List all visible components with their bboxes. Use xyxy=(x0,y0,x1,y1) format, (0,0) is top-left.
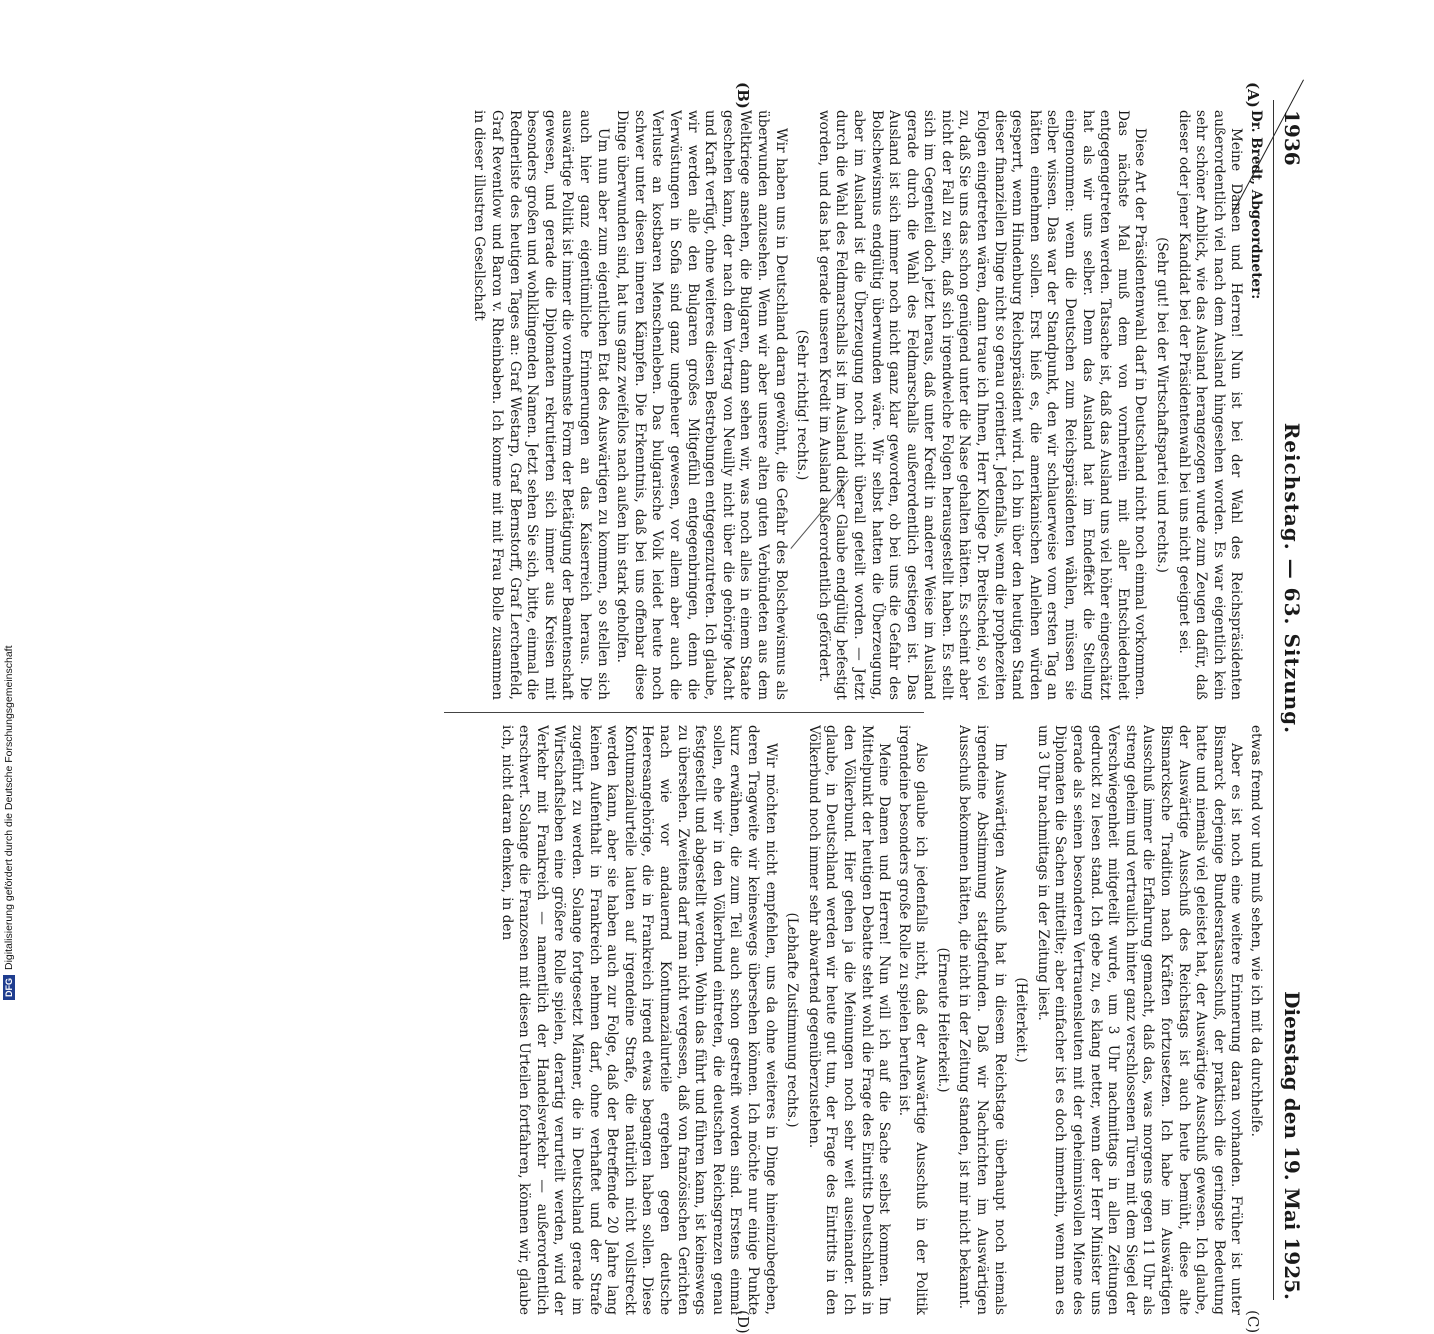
paragraph: Im Auswärtigen Ausschuß hat in diesem Reichstage überhaupt noch niemals irgendeine Abstimmung stattgefunden. Daß wir Nachrichten im Auswärtigen Ausschuß bekommen hätten, die nicht in der Zeitung standen, ist mir nicht bekannt. xyxy=(956,725,1008,1315)
margin-mark-a: (A) xyxy=(1244,82,1262,108)
right-column xyxy=(444,725,1264,1315)
interjection: (Lebhafte Zustimmung rechts.) xyxy=(784,912,801,1128)
paragraph: Wir möchten nicht empfehlen, uns da ohne weiteres in Dinge hineinzubegeben, deren Tragweite wir keineswegs übersehen können. Ich möchte nur einige Punkte kurz erwähnen, die zum Teil auch schon gestreift worden sind. Erstens einmal sollen, ehe wir in den Völkerbund eintreten, die deutschen Reichsgrenzen genau festgestellt und abgestellt werden. Wohin das führt und führen kann, ist keineswegs zu übersehen. Zweitens darf man nicht vergessen, daß von französischen Gerichten nach wie vor andauernd Kontumazialurteile ergehen gegen deutsche Heeresangehörige, die in Frankreich irgend etwas begangen haben sollen. Diese Kontumazialurteile lauten auf irgendeine Strafe, die natürlich nicht vollstreckt werden kann, aber sie haben auch zur Folge, daß der Betreffende 20 Jahre lang keinen Aufenthalt in Frankreich nehmen darf, ohne verhaftet und der Strafe zugeführt zu werden. Solange fortgesetzt Männer, die in Deutschland gerade im Wirtschaftsleben eine größere Rolle spielen, derartig verurteilt werden, wird der Verkehr mit Frankreich — namentlich der Handelsverkehr — außerordentlich erschwert. Solange die Franzosen mit diesen Urteilen fortfahren, können wir, glaube ich, nicht daran denken, in den xyxy=(498,725,779,1315)
column-divider xyxy=(444,712,924,713)
paragraph: Meine Damen und Herren! Nun ist bei der Wahl des Reichspräsidenten außerordentlich viel nach dem Ausland hingesehen worden. Es war eigentlich kein sehr schöner Anblick, wie das Ausland herangezogen wurde zum Zeugen dafür, daß dieser oder jener Kandidat bei der Präsidentenwahl bei uns nicht geeignet sei. xyxy=(1175,110,1245,700)
margin-mark-b: (B) xyxy=(734,82,752,109)
paragraph: Wir haben uns in Deutschland daran gewöhnt, die Gefahr des Bolschewismus als überwunden anzusehen. Wenn wir aber unsere alten guten Verbündeten aus dem Weltkriege ansehen, die Bulgaren, dann sehen wir, was noch alles in einem Staate geschehen kann, der nach dem Vertrag von Neuilly nicht über die gehörige Macht und Kraft verfügt, ohne weiteres diesen Bestrebungen entgegenzutreten. Ich glaube, wir werden alle den Bulgaren großes Mitgefühl entgegenbringen, denn die Verwüstungen in Sofia sind ganz ungeheuer gewesen, vor allem aber auch die Verluste an kostbaren Menschenleben. Das bulgarische Volk leidet heute noch schwer unter diesen inneren Kämpfen. Die Erkenntnis, daß bei uns offenbar diese Dinge überwunden sind, hat uns ganz zweifellos nach außen hin stark geholfen. xyxy=(614,110,789,700)
session-date: Dienstag den 19. Mai 1925. xyxy=(1280,991,1304,1300)
running-head: Reichstag. — 63. Sitzung. xyxy=(1280,422,1304,735)
digitization-credit xyxy=(2,0,16,1000)
paragraph: Meine Damen und Herren! Nun will ich auf die Sache selbst kommen. Im Mittelpunkt der heutigen Debatte steht wohl die Frage des Eintritts Deutschlands in den Völkerbund. Hier gehen ja die Meinungen noch sehr weit auseinander. Ich glaube, in Deutschland werden wir heute gut tun, der Frage des Eintritts in den Völkerbund noch immer sehr abwartend gegenüberzustehen. xyxy=(805,725,893,1315)
paragraph: Um nun aber zum eigentlichen Etat des Auswärtigen zu kommen, so stellen sich auch hier ganz eigentümliche Erinnerungen an das Kaiserreich heraus. Die auswärtige Politik ist immer die vornehmste Form der Betätigung der Beamtenschaft gewesen, und gerade die Diplomaten rekrutierten sich immer aus Kreisen mit besonders großen und wohlklingenden Namen. Jetzt sehen Sie sich, bitte, einmal die Rednerliste des heutigen Tages an: Graf Westarp, Graf Bernstorff, Graf Lerchenfeld, Graf Reventlow und Baron v. Rheinbaben. Ich komme mit mit Frau Bolle zusammen in dieser illustren Gesellschaft xyxy=(471,110,611,700)
left-column xyxy=(444,110,1264,700)
paragraph: Aber es ist noch eine weitere Erinnerung daran vorhanden. Früher ist unter Bismarck derjenige Bundesratsausschuß, der praktisch die geringste Bedeutung hatte und niemals viel geleistet hat, der Auswärtige Ausschuß gewesen. Ich glaube, der Auswärtige Ausschuß des Reichstags ist auch heute bemüht, diese alte Bismarcksche Tradition nach Kräften fortzusetzen. Ich habe im Auswärtigen Ausschuß immer die Erfahrung gemacht, daß das, was morgens gegen 11 Uhr als streng geheim und vertraulich hinter ganz verschlossenen Türen mit dem Siegel der Verschwiegenheit mitgeteilt wurde, um 3 Uhr nachmittags in allen Zeitungen gedruckt zu lesen stand. Ich gebe zu, es klang netter, wenn der Herr Minister uns gerade als seinen besonderen Vertrauensleuten mit der geheimnisvollen Miene des Diplomaten die Sachen mitteilte; aber einfacher ist es doch immerhin, wenn man es um 3 Uhr nachmittags in der Zeitung liest. xyxy=(1034,725,1245,1315)
paragraph: Diese Art der Präsidentenwahl darf in Deutschland nicht noch einmal vorkommen. Das nächste Mal muß dem von vornherein mit aller Entschiedenheit entgegengetreten werden. Tatsache ist, daß das Ausland uns viel höher eingeschätzt hat als wir uns selber. Denn das Ausland hat im Endeffekt die Stellung eingenommen: wenn die Deutschen zum Reichspräsidenten wählen, müssen sie selber wissen. Das war der Standpunkt, den wir schlauerweise vom ersten Tag an hätten einnehmen sollen. Erst hieß es, die amerikanischen Anleihen würden gesperrt, wenn Hindenburg Reichspräsident wird. Ich bin über den heutigen Stand dieser finanziellen Dinge nicht so genau orientiert. Jedenfalls, wenn die prophezeiten Folgen eingetreten wären, dann traue ich Ihnen, Herr Kollege Dr. Breitscheid, so viel zu, daß Sie uns das schon genügend unter die Nase gehalten hätten. Es scheint aber nicht der Fall zu sein, daß sich irgendwelche Folgen herausgestellt haben. Es stellt sich im Gegenteil doch jetzt heraus, daß unter Kredit in anderer Weise im Ausland gerade durch die Wahl des Feldmarschalls außerordentlich gestiegen ist. Das Ausland ist sich immer noch nicht ganz klar geworden, ob bei uns die Gefahr des Bolschewismus endgültig überwunden wäre. Wir selbst hatten die Überzeugung, aber im Ausland ist die Überzeugung noch nicht überall geteilt worden. — Jetzt durch die Wahl des Feldmarschalls ist im Ausland dieser Glaube endgültig befestigt worden, und das hat gerade unseren Kredit im Ausland außerordentlich gefördert. xyxy=(815,110,1149,700)
paragraph: etwas fremd vor und muß sehen, wie ich mit da durchhelfe. xyxy=(1248,725,1264,1137)
interjection: (Sehr richtig! rechts.) xyxy=(794,329,811,481)
header-rule xyxy=(1273,100,1274,1300)
margin-mark-d: (D) xyxy=(734,1310,752,1334)
paragraph: Also glaube ich jedenfalls nicht, daß der Auswärtige Ausschuß in der Politik irgendeine besonders große Rolle zu spielen berufen ist. xyxy=(895,725,930,1315)
interjection: (Erneute Heiterkeit.) xyxy=(934,947,951,1093)
page-header xyxy=(1274,110,1304,1300)
interjection: (Sehr gut! bei der Wirtschaftspartei und rechts.) xyxy=(1154,237,1171,573)
interjection: (Heiterkeit.) xyxy=(1013,977,1030,1063)
credit-text: Digitalisierung gefördert durch die Deutsche Forschungsgemeinschaft xyxy=(3,645,15,970)
margin-mark-c: (C) xyxy=(1244,1310,1262,1334)
speaker-line: Dr. Bredt, Abgeordneter: xyxy=(1248,110,1264,300)
page-number: 1936 xyxy=(1280,110,1304,166)
dfg-logo: DFG xyxy=(3,975,15,1000)
